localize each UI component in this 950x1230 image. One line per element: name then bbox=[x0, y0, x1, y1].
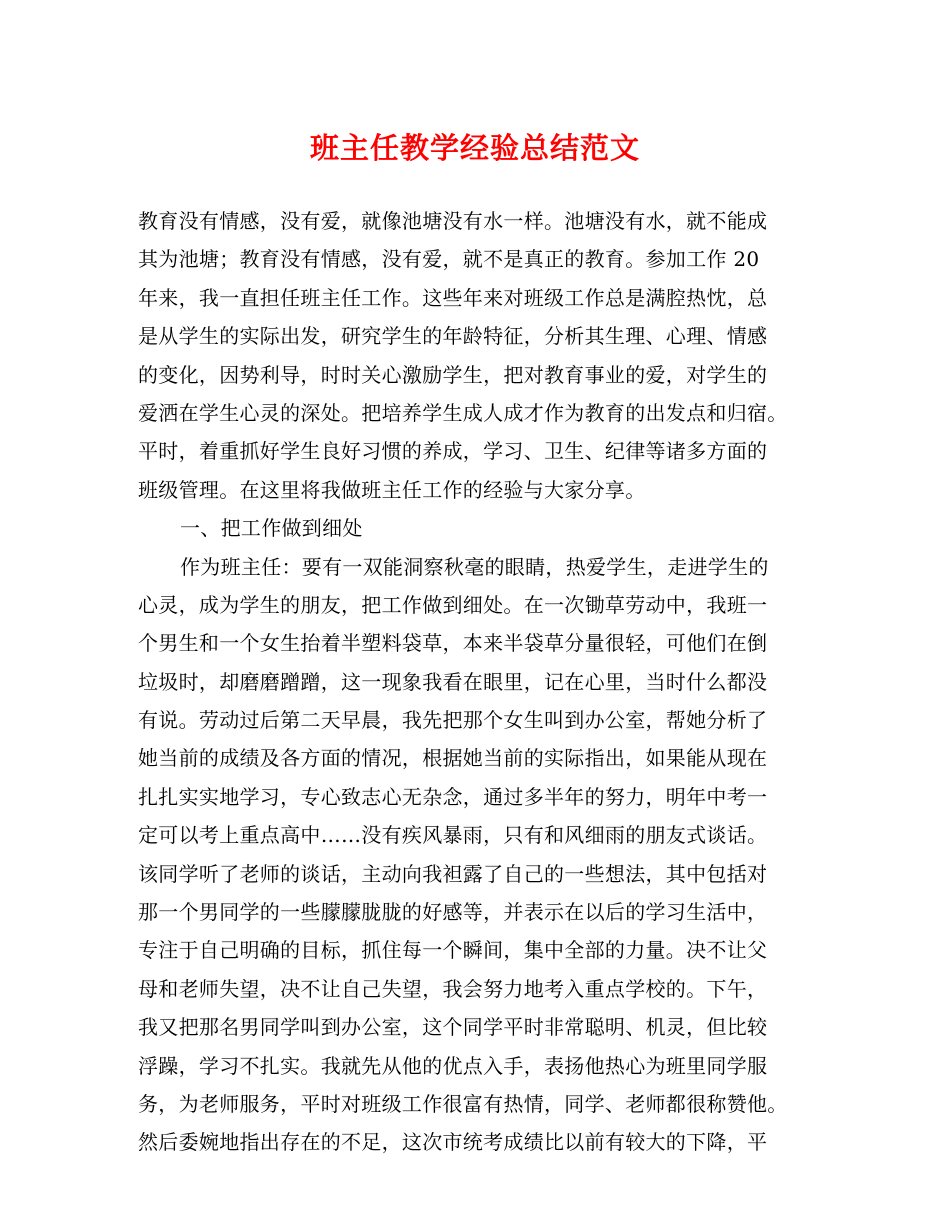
body-line: 扎扎实实地学习，专心致志心无杂念，通过多半年的努力，明年中考一 bbox=[138, 784, 768, 809]
body-line: 年来，我一直担任班主任工作。这些年来对班级工作总是满腔热忱，总 bbox=[138, 285, 768, 310]
body-line: 教育没有情感，没有爱，就像池塘没有水一样。池塘没有水，就不能成 bbox=[138, 209, 768, 233]
body-line: 个男生和一个女生抬着半塑料袋草，本来半袋草分量很轻，可他们在倒 bbox=[138, 631, 768, 656]
body-line: 浮躁，学习不扎实。我就先从他的优点入手，表扬他热心为班里同学服 bbox=[138, 1053, 768, 1078]
body-line: 是从学生的实际出发，研究学生的年龄特征，分析其生理、心理、情感 bbox=[138, 324, 768, 349]
document-body bbox=[138, 202, 828, 1162]
body-line: 然后委婉地指出存在的不足，这次市统考成绩比以前有较大的下降，平 bbox=[138, 1130, 768, 1155]
body-line: 有说。劳动过后第二天早晨，我先把那个女生叫到办公室，帮她分析了 bbox=[138, 708, 768, 733]
body-line: 专注于自己明确的目标，抓住每一个瞬间，集中全部的力量。决不让父 bbox=[138, 938, 768, 963]
body-line: 心灵，成为学生的朋友，把工作做到细处。在一次锄草劳动中，我班一 bbox=[138, 592, 768, 617]
body-line: 其为池塘；教育没有情感，没有爱，就不是真正的教育。参加工作 20 bbox=[138, 247, 760, 272]
body-line: 她当前的成绩及各方面的情况，根据她当前的实际指出，如果能从现在 bbox=[138, 746, 768, 771]
body-line: 垃圾时，却磨磨蹭蹭，这一现象我看在眼里，记在心里，当时什么都没 bbox=[138, 669, 768, 694]
section-heading: 一、把工作做到细处 bbox=[180, 516, 363, 541]
body-line: 那一个男同学的一些朦朦胧胧的好感等，并表示在以后的学习生活中， bbox=[138, 900, 768, 925]
body-line: 我又把那名男同学叫到办公室，这个同学平时非常聪明、机灵，但比较 bbox=[138, 1015, 768, 1040]
body-line: 务，为老师服务，平时对班级工作很富有热情，同学、老师都很称赞他。 bbox=[138, 1091, 788, 1116]
paragraph-first-line: 作为班主任：要有一双能洞察秋毫的眼睛，热爱学生，走进学生的 bbox=[180, 554, 769, 579]
body-line: 定可以考上重点高中……没有疾风暴雨，只有和风细雨的朋友式谈话。 bbox=[138, 823, 768, 848]
document-title: 班主任教学经验总结范文 bbox=[309, 131, 640, 165]
body-line: 的变化，因势利导，时时关心激励学生，把对教育事业的爱，对学生的 bbox=[138, 362, 768, 387]
body-line: 母和老师失望，决不让自己失望，我会努力地考入重点学校的。下午， bbox=[138, 976, 768, 1001]
body-line: 爱洒在学生心灵的深处。把培养学生成人成才作为教育的出发点和归宿。 bbox=[138, 400, 788, 425]
body-line: 班级管理。在这里将我做班主任工作的经验与大家分享。 bbox=[138, 477, 646, 502]
body-line: 平时，着重抓好学生良好习惯的养成，学习、卫生、纪律等诸多方面的 bbox=[138, 439, 768, 464]
body-line: 该同学听了老师的谈话，主动向我袒露了自己的一些想法，其中包括对 bbox=[138, 861, 768, 886]
